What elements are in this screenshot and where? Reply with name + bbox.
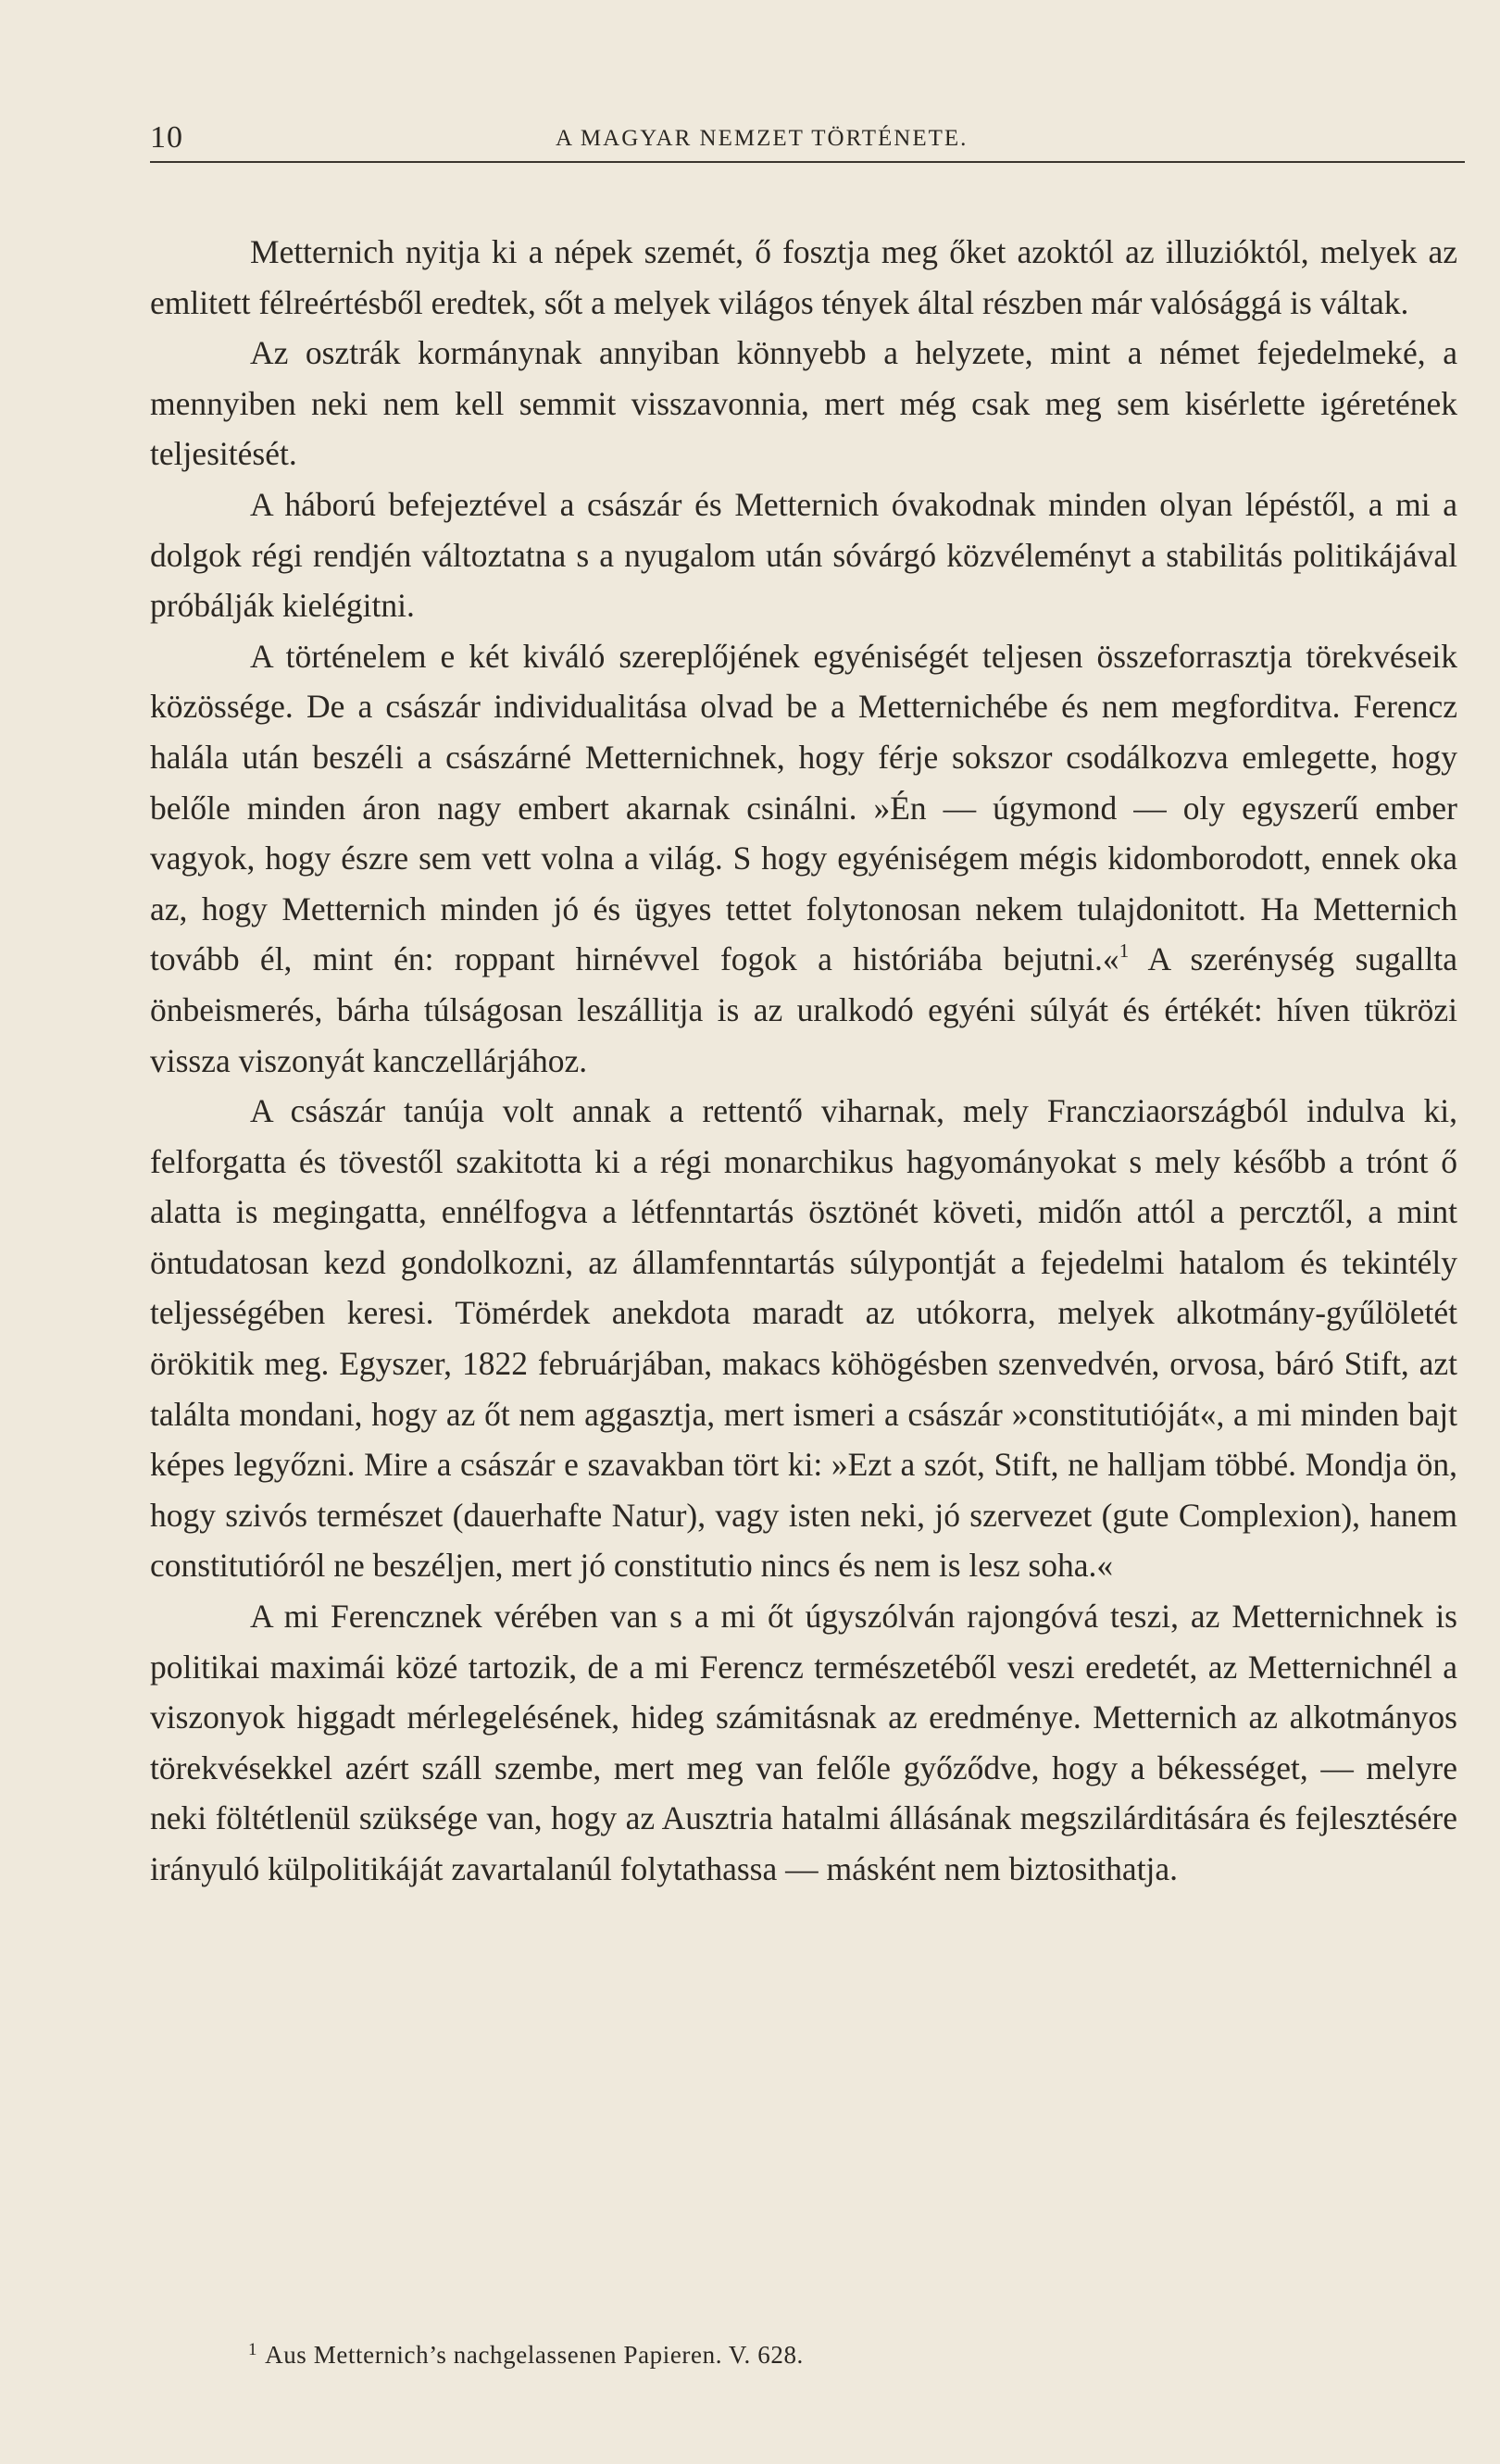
footnote-reference: 1 xyxy=(1119,940,1130,963)
paragraph-text: A történelem e két kiváló szereplőjének egyéniségét teljesen összeforrasztja törekvéseik közössége. De a császár individualitása olvad be a Metternichébe és nem megforditva. Ferencz halála után beszéli a császárné Metternichnek, hogy férje sokszor csodálkozva emlegette, hogy belőle minden áron nagy embert akarnak csinálni. »Én — úgymond — oly egyszerű ember vagyok, hogy észre sem vett volna a világ. S hogy egyéniségem mégis kidomborodott, ennek oka az, hogy Metternich minden jó és ügyes tettet folytonosan nekem tulajdonitott. Ha Metternich tovább él, mint én: roppant hirnévvel fogok a históriába bejutni.« xyxy=(150,637,1457,978)
body-text xyxy=(150,227,1457,1895)
page-number: 10 xyxy=(150,120,183,155)
footnote xyxy=(248,2340,804,2370)
paragraph: A mi Ferencznek vérében van s a mi őt úgyszólván rajongóvá teszi, az Metternichnek is politikai maximái közé tartozik, de a mi Ferencz természetéből veszi eredetét, az Metternichnél a viszonyok higgadt mérlegelésének, hideg számitásnak az eredménye. Metternich az alkotmányos törekvésekkel azért száll szembe, mert meg van felőle győződve, hogy a békességet, — melyre neki föltétlenül szüksége van, hogy az Ausztria hatalmi állásának megszilárditására és fejlesztésére irányuló külpolitikáját zavartalanúl folytathassa — másként nem biztosithatja. xyxy=(150,1598,1457,1887)
running-head: A MAGYAR NEMZET TÖRTÉNETE. xyxy=(556,126,969,151)
paragraph xyxy=(150,631,1457,1086)
paragraph: A császár tanúja volt annak a rettentő viharnak, mely Francziaországból indulva ki, felforgatta és tövestől szakitotta ki a régi monarchikus hagyományokat s mely később a trónt ő alatta is megingatta, ennélfogva a létfenntartás ösztönét követi, midőn attól a percztől, a mint öntudatosan kezd gondolkozni, az államfenntartás súlypontját a fejedelmi hatalom és tekintély teljességében keresi. Tömérdek anekdota maradt az utókorra, melyek alkotmány-gyűlöletét örökitik meg. Egyszer, 1822 februárjában, makacs köhögésben szenvedvén, orvosa, báró Stift, azt találta mondani, hogy az őt nem aggasztja, mert ismeri a császár »constitutióját«, a mi minden bajt képes legyőzni. Mire a császár e szavakban tört ki: »Ezt a szót, Stift, ne halljam többé. Mondja ön, hogy szivós természet (dauerhafte Natur), vagy isten neki, jó szervezet (gute Complexion), hanem constitutióról ne beszéljen, mert jó constitutio nincs és nem is lesz soha.« xyxy=(150,1092,1457,1585)
paragraph: A háború befejeztével a császár és Metternich óvakodnak minden olyan lépéstől, a mi a dolgok régi rendjén változtatna s a nyugalom után sóvárgó közvéleményt a stabilitás politikájával próbálják kielégitni. xyxy=(150,485,1457,625)
paragraph: Metternich nyitja ki a népek szemét, ő fosztja meg őket azoktól az illuzióktól, melyek az emlitett félreértésből eredtek, sőt a melyek világos tények által részben már valósággá is váltak. xyxy=(150,233,1457,321)
footnote-text: Aus Metternich’s nachgelassenen Papieren. V. 628. xyxy=(265,2341,804,2369)
paragraph-text: A szerénység sugallta önbeismerés, bárha túlságosan leszállitja is az uralkodó egyéni súlyát és értékét: híven tükrözi vissza viszonyát kanczellárjához. xyxy=(150,940,1457,1079)
page-header xyxy=(150,120,1465,163)
paragraph: Az osztrák kormánynak annyiban könnyebb a helyzete, mint a német fejedelmeké, a mennyiben neki nem kell semmit visszavonnia, mert még csak meg sem kisérlette igéretének teljesitését. xyxy=(150,334,1457,473)
footnote-mark: 1 xyxy=(248,2340,258,2359)
